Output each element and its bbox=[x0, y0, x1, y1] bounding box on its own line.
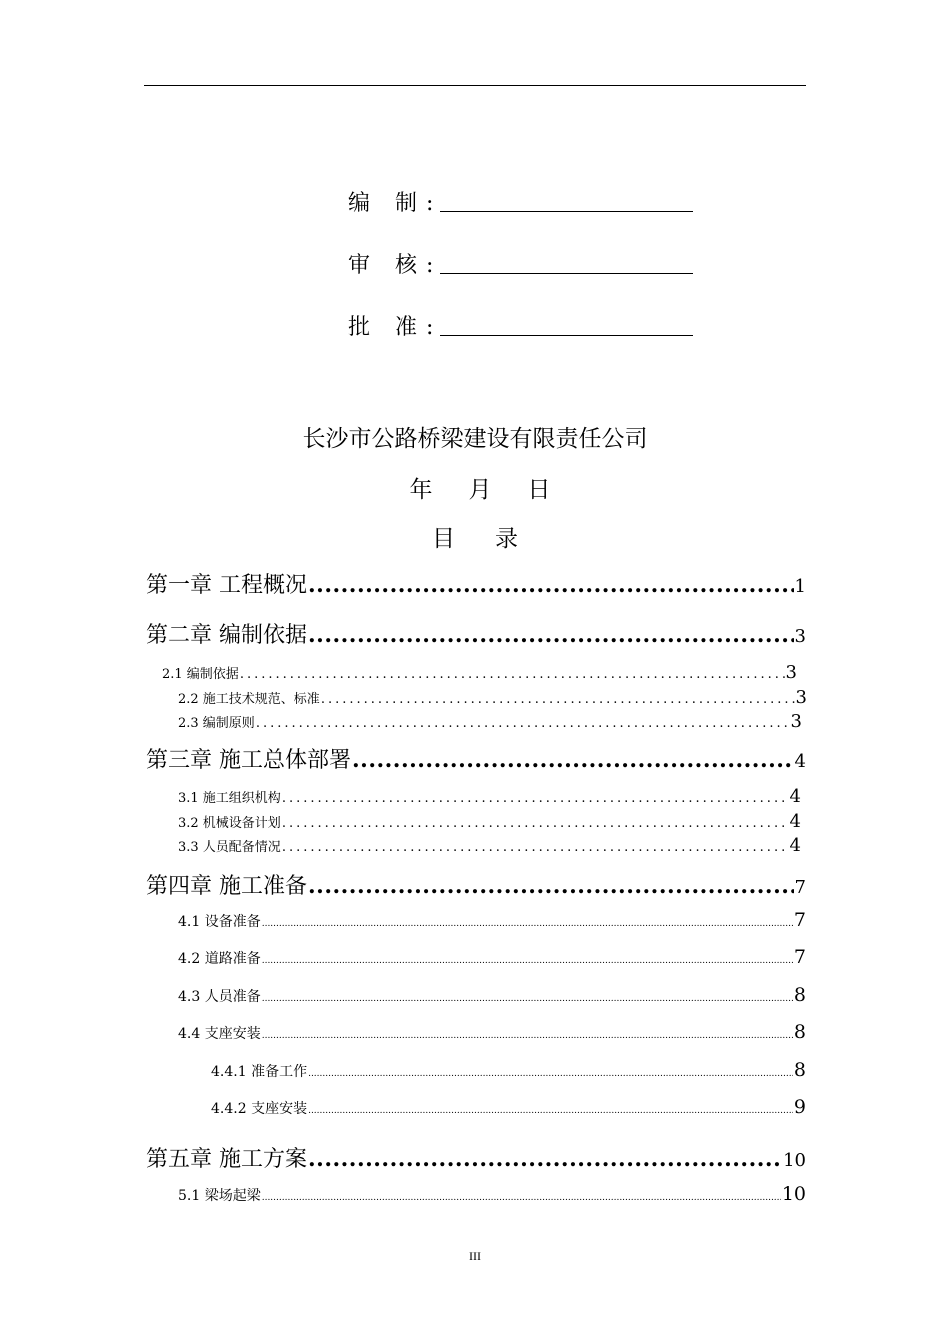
dot-leader bbox=[282, 840, 789, 855]
toc-page-number: 4 bbox=[794, 751, 806, 772]
toc-page-number: 8 bbox=[793, 1021, 806, 1043]
toc-page-number: 7 bbox=[794, 877, 806, 898]
dot-leader bbox=[262, 1193, 781, 1203]
toc-entry-chapter-1[interactable]: 第一章 工程概况 ..... 1 bbox=[146, 568, 806, 599]
signature-row-compiled bbox=[348, 186, 708, 226]
toc-entry-4-1[interactable]: 4.1 设备准备 ..... 7 bbox=[178, 909, 806, 931]
dot-leader bbox=[240, 667, 785, 682]
company-name: 长沙市公路桥梁建设有限责任公司 bbox=[302, 426, 648, 452]
dot-leader bbox=[308, 622, 794, 648]
dot-leader bbox=[256, 716, 790, 731]
toc-entry-2-1[interactable]: 2.1 编制依据 ..... 3 bbox=[162, 662, 797, 683]
toc-page-number: 4 bbox=[789, 786, 801, 807]
signature-line bbox=[440, 273, 693, 274]
date-month: 月 bbox=[468, 477, 492, 503]
dot-leader bbox=[308, 1146, 782, 1172]
date-day: 日 bbox=[527, 477, 551, 503]
dot-leader bbox=[308, 1069, 793, 1079]
toc-entry-3-1[interactable]: 3.1 施工组织机构 ..... 4 bbox=[178, 786, 801, 807]
toc-page-number: 7 bbox=[793, 909, 806, 931]
signature-line bbox=[440, 211, 693, 212]
toc-entry-4-4-2[interactable]: 4.4.2 支座安装 ..... 9 bbox=[211, 1096, 806, 1118]
toc-page-number: 10 bbox=[781, 1183, 806, 1205]
toc-page-number: 3 bbox=[790, 711, 802, 732]
toc-entry-chapter-2[interactable]: 第二章 编制依据 ..... 3 bbox=[146, 618, 806, 649]
dot-leader bbox=[308, 873, 794, 899]
signature-label: 编 制: bbox=[348, 191, 443, 216]
toc-entry-2-3[interactable]: 2.3 编制原则 ..... 3 bbox=[178, 711, 802, 732]
toc-title: 目 录 bbox=[432, 526, 518, 552]
toc-page-number: 4 bbox=[789, 811, 801, 832]
toc-page-number: 3 bbox=[795, 687, 807, 708]
signature-row-approved bbox=[348, 310, 708, 350]
toc-page-number: 10 bbox=[783, 1150, 806, 1171]
toc-page-number: 3 bbox=[794, 626, 806, 647]
dot-leader bbox=[321, 692, 795, 707]
dot-leader bbox=[308, 1106, 793, 1116]
dot-leader bbox=[308, 572, 794, 598]
toc-page-number: 9 bbox=[793, 1096, 806, 1118]
toc-entry-chapter-4[interactable]: 第四章 施工准备 ..... 7 bbox=[146, 869, 806, 900]
toc-page-number: 7 bbox=[793, 946, 806, 968]
toc-page-number: 3 bbox=[785, 662, 797, 683]
dot-leader bbox=[262, 956, 793, 966]
toc-entry-chapter-5[interactable]: 第五章 施工方案 ..... 10 bbox=[146, 1142, 806, 1173]
toc-entry-3-2[interactable]: 3.2 机械设备计划 ..... 4 bbox=[178, 811, 801, 832]
toc-entry-3-3[interactable]: 3.3 人员配备情况 ..... 4 bbox=[178, 835, 801, 856]
signature-label: 审 核: bbox=[348, 253, 443, 278]
date-year: 年 bbox=[409, 477, 433, 503]
header-rule bbox=[144, 85, 806, 86]
toc-entry-chapter-3[interactable]: 第三章 施工总体部署 ..... 4 bbox=[146, 743, 806, 774]
dot-leader bbox=[262, 994, 793, 1004]
toc-page-number: 4 bbox=[789, 835, 801, 856]
signature-line bbox=[440, 335, 693, 336]
signature-row-reviewed bbox=[348, 248, 708, 288]
toc-entry-5-1[interactable]: 5.1 梁场起梁 ..... 10 bbox=[178, 1183, 806, 1205]
dot-leader bbox=[282, 791, 789, 806]
toc-page-number: 8 bbox=[793, 1059, 806, 1081]
toc-entry-4-3[interactable]: 4.3 人员准备 ..... 8 bbox=[178, 984, 806, 1006]
dot-leader bbox=[352, 747, 794, 773]
toc-entry-2-2[interactable]: 2.2 施工技术规范、标准 ..... 3 bbox=[178, 687, 807, 708]
signature-label: 批 准: bbox=[348, 315, 443, 340]
dot-leader bbox=[262, 1031, 793, 1041]
dot-leader bbox=[282, 816, 789, 831]
toc-entry-4-4[interactable]: 4.4 支座安装 ..... 8 bbox=[178, 1021, 806, 1043]
page-number-footer: III bbox=[469, 1249, 481, 1263]
toc-entry-4-2[interactable]: 4.2 道路准备 ..... 7 bbox=[178, 946, 806, 968]
dot-leader bbox=[262, 919, 793, 929]
date-line bbox=[0, 471, 950, 504]
toc-page-number: 1 bbox=[794, 576, 806, 597]
toc-entry-4-4-1[interactable]: 4.4.1 准备工作 ..... 8 bbox=[211, 1059, 806, 1081]
toc-page-number: 8 bbox=[793, 984, 806, 1006]
